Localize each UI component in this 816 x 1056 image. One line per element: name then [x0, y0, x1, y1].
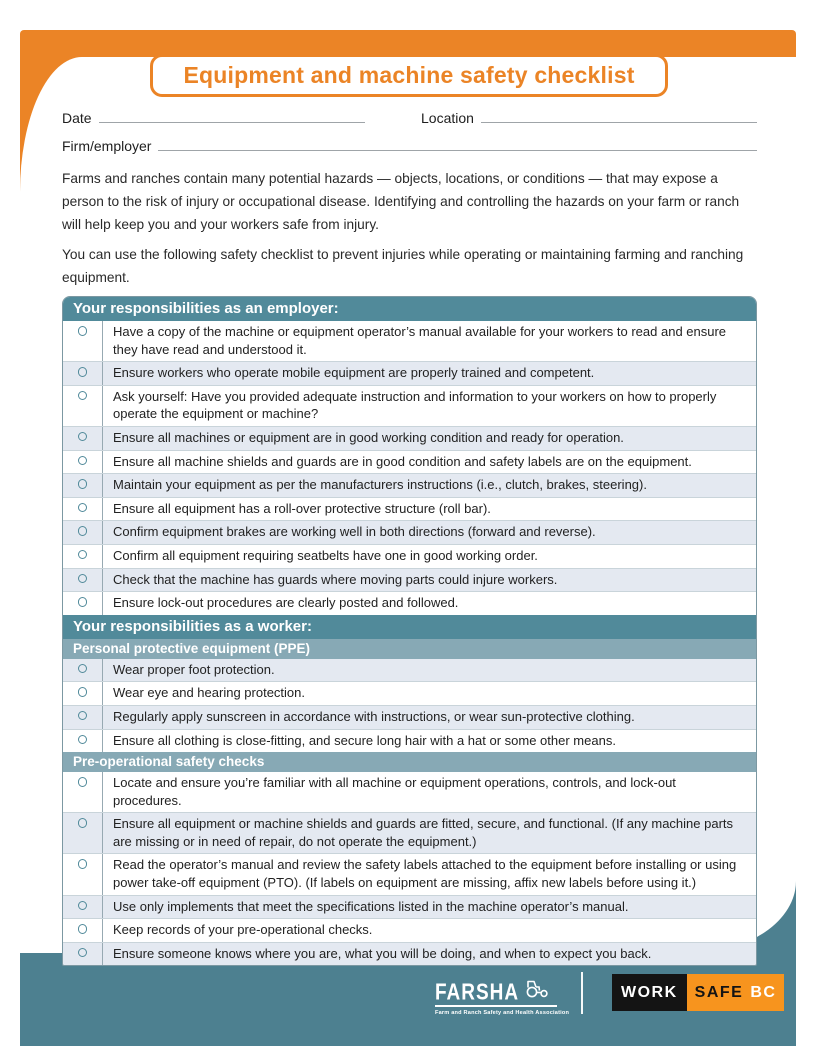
section-header: Your responsibilities as an employer:	[63, 297, 756, 321]
intro-paragraph-1: Farms and ranches contain many potential hazards — objects, locations, or conditions — that may expose a person to the risk of injury or occupational disease. Identifying and controlling the hazards on your farm or ranch will help keep you and your workers safe from injury.	[62, 171, 740, 232]
checkbox-cell	[63, 659, 103, 682]
date-field	[62, 109, 365, 126]
checklist-row	[63, 895, 756, 919]
checklist-table	[62, 296, 757, 966]
checkbox-circle[interactable]	[78, 901, 88, 911]
checklist-row	[63, 426, 756, 450]
checkbox-cell	[63, 498, 103, 521]
checkbox-circle[interactable]	[78, 664, 88, 674]
checklist-row	[63, 729, 756, 753]
checklist-row	[63, 591, 756, 615]
checkbox-circle[interactable]	[78, 735, 88, 745]
farsha-logo-text: FARSHA	[435, 980, 520, 1006]
subsection-header: Personal protective equipment (PPE)	[63, 639, 756, 659]
checklist-item-text: Ensure workers who operate mobile equipment are properly trained and competent.	[113, 365, 595, 381]
checklist-item-text: Ensure lock-out procedures are clearly posted and followed.	[113, 595, 459, 611]
checklist-row	[63, 321, 756, 361]
checklist-item-text: Check that the machine has guards where moving parts could injure workers.	[113, 571, 558, 587]
checkbox-circle[interactable]	[78, 777, 88, 787]
checkbox-circle[interactable]	[78, 711, 88, 721]
checkbox-circle[interactable]	[78, 948, 88, 958]
checklist-row	[63, 705, 756, 729]
date-input-line[interactable]	[99, 109, 365, 123]
subsection-header: Pre-operational safety checks	[63, 752, 756, 772]
checkbox-cell	[63, 386, 103, 426]
checklist-item-text: Wear eye and hearing protection.	[113, 685, 305, 701]
checklist-item-text: Ensure all clothing is close-fitting, and secure long hair with a hat or some other means.	[113, 732, 616, 748]
checklist-row	[63, 385, 756, 426]
checkbox-circle[interactable]	[78, 859, 88, 869]
checklist-row	[63, 497, 756, 521]
checklist-row	[63, 853, 756, 894]
checkbox-cell	[63, 362, 103, 385]
checklist-row	[63, 544, 756, 568]
checkbox-circle[interactable]	[78, 367, 88, 377]
checklist-item-text: Ensure all equipment has a roll-over protective structure (roll bar).	[113, 500, 491, 516]
checkbox-cell	[63, 706, 103, 729]
worksafe-word-bc: BC	[750, 983, 777, 1001]
section-header: Your responsibilities as a worker:	[63, 615, 756, 639]
title-box	[150, 54, 668, 97]
checklist-item-text: Confirm all equipment requiring seatbelts have one in good working order.	[113, 547, 538, 563]
checkbox-cell	[63, 772, 103, 812]
firm-field	[62, 137, 757, 154]
location-field	[421, 109, 757, 126]
tractor-icon	[524, 978, 550, 1003]
checkbox-cell	[63, 919, 103, 942]
worksafe-word-work: WORK	[612, 974, 687, 1011]
checkbox-cell	[63, 321, 103, 361]
checklist-item-text: Use only implements that meet the specifications listed in the machine operator’s manual.	[113, 898, 629, 914]
checklist-row	[63, 568, 756, 592]
checkbox-cell	[63, 427, 103, 450]
checklist-item-text: Maintain your equipment as per the manufacturers instructions (i.e., clutch, brakes, steering).	[113, 477, 647, 493]
checklist-item-text: Locate and ensure you’re familiar with all machine or equipment operations, controls, and lock-out procedures.	[113, 775, 676, 808]
checkbox-circle[interactable]	[78, 326, 88, 336]
checkbox-cell	[63, 545, 103, 568]
checkbox-circle[interactable]	[78, 818, 88, 828]
checkbox-circle[interactable]	[78, 526, 88, 536]
farsha-logo	[435, 978, 569, 1016]
checkbox-circle[interactable]	[78, 456, 88, 466]
fields-row-2	[62, 137, 757, 154]
checkbox-cell	[63, 451, 103, 474]
checklist-item-text: Ensure all equipment or machine shields and guards are fitted, secure, and functional. (If any machine parts are missing or in need of repair, do not operate the equipment.)	[113, 816, 734, 849]
checkbox-circle[interactable]	[78, 479, 88, 489]
fields-row-1	[62, 109, 757, 126]
checkbox-cell	[63, 592, 103, 615]
worksafe-word-safe: SAFE	[694, 983, 744, 1001]
checklist-row	[63, 473, 756, 497]
checklist-item-text: Ensure all machine shields and guards are in good condition and safety labels are on the equipment.	[113, 453, 692, 469]
checkbox-cell	[63, 521, 103, 544]
checkbox-cell	[63, 682, 103, 705]
checklist-item-text: Wear proper foot protection.	[113, 661, 275, 677]
location-label: Location	[421, 110, 474, 126]
checkbox-circle[interactable]	[78, 550, 88, 560]
checkbox-circle[interactable]	[78, 503, 88, 513]
checkbox-cell	[63, 474, 103, 497]
checklist-item-text: Have a copy of the machine or equipment operator’s manual available for your workers to read and ensure they have read and understood it.	[113, 324, 727, 357]
checklist-item-text: Ask yourself: Have you provided adequate instruction and information to your workers on how to properly operate the equipment or machine?	[113, 388, 717, 422]
checkbox-cell	[63, 813, 103, 853]
content-area	[20, 57, 796, 961]
checklist-item-text: Ensure all machines or equipment are in good working condition and ready for operation.	[113, 429, 624, 445]
farsha-logo-top	[435, 978, 557, 1007]
checkbox-circle[interactable]	[78, 924, 88, 934]
checklist-row	[63, 942, 756, 966]
checkbox-circle[interactable]	[78, 574, 88, 584]
checklist-item-text: Read the operator’s manual and review the safety labels attached to the equipment before installing or using power take-off equipment (PTO). (If labels on equipment are missing, affix new labels before using it.)	[113, 857, 737, 891]
footer-logo-divider	[581, 972, 583, 1014]
date-label: Date	[62, 110, 92, 126]
checklist-row	[63, 918, 756, 942]
firm-input-line[interactable]	[158, 137, 757, 151]
checklist-row	[63, 681, 756, 705]
checkbox-circle[interactable]	[78, 391, 88, 401]
checklist-item-text: Ensure someone knows where you are, what you will be doing, and when to expect you back.	[113, 945, 652, 961]
intro-text	[62, 167, 757, 289]
checkbox-circle[interactable]	[78, 687, 88, 697]
checklist-row	[63, 812, 756, 853]
location-input-line[interactable]	[481, 109, 757, 123]
checklist-row	[63, 659, 756, 682]
checklist-item-text: Regularly apply sunscreen in accordance with instructions, or wear sun-protective clothing.	[113, 708, 635, 724]
checkbox-cell	[63, 730, 103, 753]
checkbox-cell	[63, 569, 103, 592]
page-title: Equipment and machine safety checklist	[183, 62, 635, 88]
checklist-row	[63, 772, 756, 812]
checklist-item-text: Keep records of your pre-operational checks.	[113, 922, 373, 938]
checkbox-circle[interactable]	[78, 597, 88, 607]
checkbox-cell	[63, 854, 103, 894]
checkbox-cell	[63, 896, 103, 919]
checklist-row	[63, 361, 756, 385]
firm-label: Firm/employer	[62, 138, 152, 154]
worksafebc-logo	[612, 974, 784, 1011]
checkbox-cell	[63, 943, 103, 966]
checklist-row	[63, 520, 756, 544]
checklist-row	[63, 450, 756, 474]
farsha-tagline: Farm and Ranch Safety and Health Association	[435, 1010, 570, 1016]
checkbox-circle[interactable]	[78, 432, 88, 442]
checklist-item-text: Confirm equipment brakes are working well in both directions (forward and reverse).	[113, 524, 596, 540]
intro-paragraph-2: You can use the following safety checklist to prevent injuries while operating or maintaining farming and ranching equipment.	[62, 247, 744, 285]
